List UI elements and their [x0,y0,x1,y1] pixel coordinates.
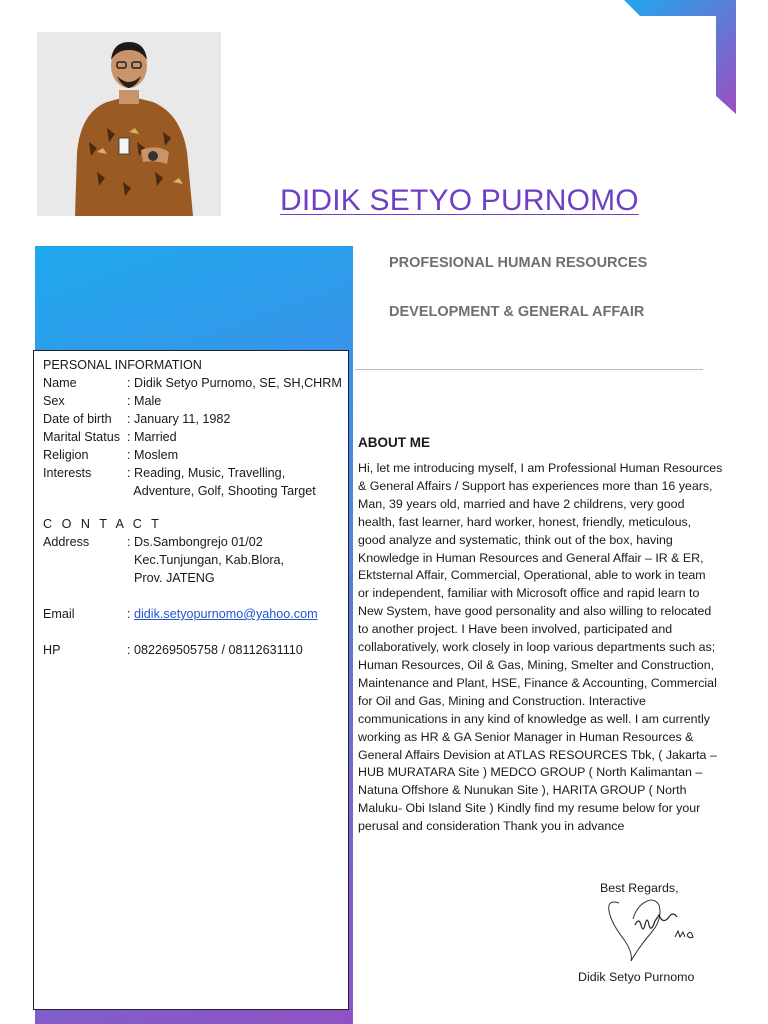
info-label: Marital Status [43,430,120,444]
info-label: Email [43,607,75,621]
signer-name: Didik Setyo Purnomo [578,970,695,984]
info-label: Name [43,376,77,390]
contact-heading: C O N T A C T [43,517,162,531]
about-line: Knowledge in Human Resources and General Affair – IR & ER, [358,550,704,565]
best-regards: Best Regards, [600,881,679,895]
about-line: communications in any kind of knowledge as well. I am currently [358,711,710,726]
address-line: Prov. JATENG [127,571,215,585]
about-me-heading: ABOUT ME [358,435,430,450]
info-value: Adventure, Golf, Shooting Target [127,484,316,498]
address-line: Kec.Tunjungan, Kab.Blora, [127,553,285,567]
info-value: : Moslem [127,448,179,462]
about-line: to another project. I Have been involved, participated and [358,622,673,637]
about-line: Maluku- Obi Island Site ) Kindly find my resume below for your [358,801,701,816]
contact-row-address-3 [43,569,215,587]
about-line: General Affairs Devision at ATLAS RESOURCES Tbk, ( Jakarta – [358,747,717,762]
divider [355,369,703,370]
info-label: Interests [43,466,92,480]
about-line: or independent, familiar with Microsoft office and rapid learn to [358,586,700,601]
contact-row-address-2 [43,551,285,569]
info-value: : Male [127,394,162,408]
about-line: good analyze and systematic, think out of the box, having [358,532,673,547]
contact-row-email [43,605,318,623]
address-line: : Ds.Sambongrejo 01/02 [127,535,263,549]
info-row-name [43,374,342,392]
info-label: Address [43,535,90,549]
info-row-interests-cont [43,482,316,500]
job-title-line-2: DEVELOPMENT & GENERAL AFFAIR [389,304,645,320]
info-label: HP [43,643,61,657]
about-line: & General Affairs / Support has experiences more than 16 years, [358,478,713,493]
email-link[interactable]: didik.setyopurnomo@yahoo.com [134,607,318,621]
personal-info-heading: PERSONAL INFORMATION [43,358,202,372]
about-line: Ektsternal Affair, Commercial, Operational, able to work in team [358,568,706,583]
about-line: Natuna Offshore & Nunukan Site ), HARITA GROUP ( North [358,783,687,798]
contact-row-address [43,533,263,551]
about-line: Maintenance and Plant, HSE, Finance & Accounting, Commercial [358,675,717,690]
about-line: for Oil and Gas, Mining and Construction. Interactive [358,693,646,708]
info-label: Sex [43,394,65,408]
profile-photo [37,32,221,216]
about-line: HUB MURATARA Site ) MEDCO GROUP ( North Kalimantan – [358,765,703,780]
info-value: : 082269505758 / 08112631110 [127,643,303,657]
candidate-name: DIDIK SETYO PURNOMO [280,184,639,217]
info-row-religion [43,446,179,464]
about-line: Hi, let me introducing myself, I am Professional Human Resources [358,461,723,475]
info-row-marital [43,428,177,446]
signature-image [605,895,700,967]
info-value: : Reading, Music, Travelling, [127,466,286,480]
about-line: health, fast learner, hard worker, honest, friendly, meticulous, [358,514,692,529]
about-line: perusal and consideration Thank you in advance [358,819,625,834]
corner-decoration [620,0,768,120]
info-row-interests [43,464,286,482]
about-line: Man, 39 years old, married and have 2 childrens, very good [358,496,685,511]
info-value: : Didik Setyo Purnomo, SE, SH,CHRM [127,376,342,390]
about-line: Human Resources, Oil & Gas, Mining, Smelter and Construction, [358,657,715,672]
info-label: Date of birth [43,412,112,426]
about-me-text [358,460,742,836]
info-value: : Married [127,430,177,444]
info-value: : January 11, 1982 [127,412,231,426]
info-row-sex [43,392,162,410]
info-row-dob [43,410,231,428]
personal-info-box [33,350,349,1010]
about-line: New System, have good personality and also willing to relocated [358,604,712,619]
about-line: collaboratively, work closely in loop various departments such as; [358,640,716,655]
job-title-line-1: PROFESIONAL HUMAN RESOURCES [389,255,648,271]
about-line: working as HR & GA Senior Manager in Human Resources & [358,729,694,744]
email-prefix: : [127,607,131,621]
contact-row-hp [43,641,303,659]
info-label: Religion [43,448,89,462]
